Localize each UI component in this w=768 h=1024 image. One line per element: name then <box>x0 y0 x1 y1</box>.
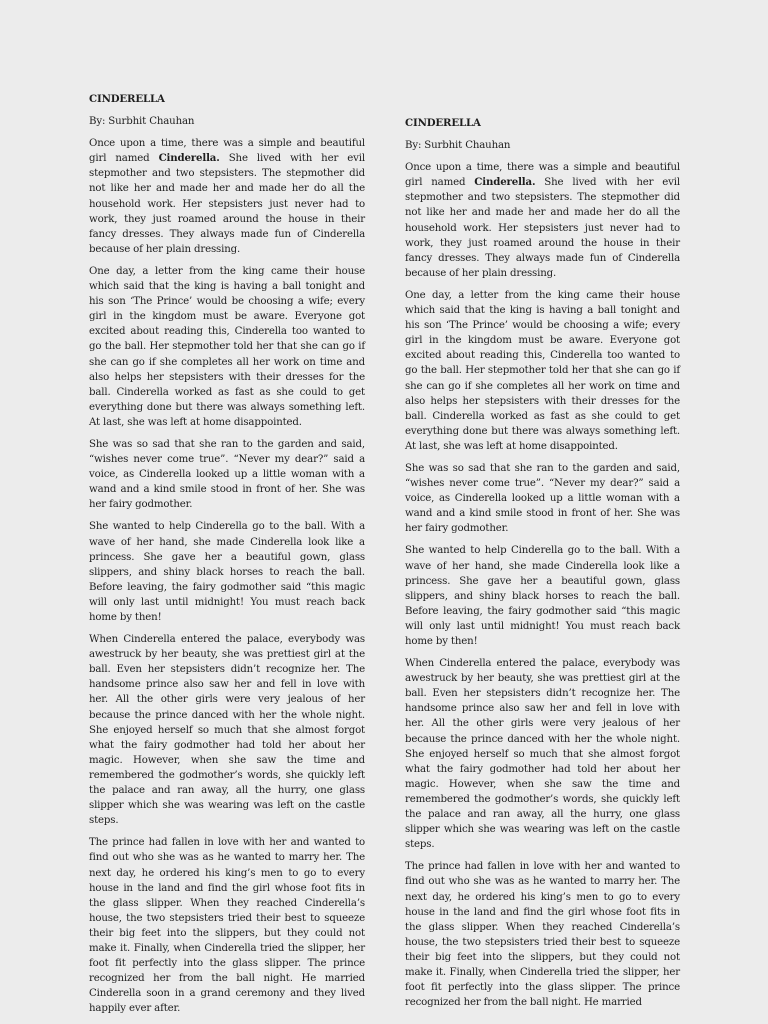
story-title: CINDERELLA <box>405 117 481 129</box>
story-paragraph: One day, a letter from the king came their house which said that the king is having a ball tonight and his son ‘The Prince’ would be choosing a wife; every girl in the kingdom must be aware. Everyone got excited about reading this, Cinderella too wanted to go the ball. Her stepmother told her that she can go if she can go if she completes all her work on time and also helps her stepsisters with their dresses for the ball. Cinderella worked as fast as she could to get everything done but there was always something left. At last, she was left at home disappointed. <box>89 265 365 428</box>
story-byline: By: Surbhit Chauhan <box>89 116 195 128</box>
story-byline: By: Surbhit Chauhan <box>405 140 511 152</box>
bold-name: Cinderella. <box>158 152 220 165</box>
paragraph-text: Once upon a time, there was a simple and beautiful girl named <box>405 162 680 189</box>
paragraph-text: She lived with her evil stepmother and two stepsisters. The stepmother did not like her and made her and made her do all the household work. Her stepsisters just never had to work, they just roamed around the house in their fancy dresses. They always made fun of Cinderella because of her plain dressing. <box>89 153 365 255</box>
paragraph-text: Once upon a time, there was a simple and beautiful girl named <box>89 138 365 165</box>
story-paragraph: The prince had fallen in love with her and wanted to find out who she was as he wanted to marry her. The next day, he ordered his king’s men to go to every house in the land and find the girl whose foot fits in the glass slipper. When they reached Cinderella’s house, the two stepsisters tried their best to squeeze their big feet into the slippers, but they could not make it. Finally, when Cinderella tried the slipper, her foot fit perfectly into the glass slipper. The prince recognized her from the ball night. He married Cinderella soon in a grand ceremony and they lived happily ever after. <box>89 837 365 1015</box>
story-paragraph <box>89 136 365 257</box>
story-paragraph: When Cinderella entered the palace, everybody was awestruck by her beauty, she was prettiest girl at the ball. Even her stepsisters didn’t recognize her. The handsome prince also saw her and fell in love with her. All the other girls were very jealous of her because the prince danced with her the whole night. She enjoyed herself so much that she almost forgot what the fairy godmother had told her about her magic. However, when she saw the time and remembered the godmother’s words, she quickly left the palace and ran away, all the hurry, one glass slipper which she was wearing was left on the castle steps. <box>89 634 365 827</box>
left-column <box>89 92 365 1023</box>
story-paragraph: She was so sad that she ran to the garden and said, “wishes never come true”. “Never my dear?” said a voice, as Cinderella looked up a little woman with a wand and a kind smile stood in front of her. She was her fairy godmother. <box>89 438 365 511</box>
story-title: CINDERELLA <box>89 93 165 105</box>
story-paragraph: She wanted to help Cinderella go to the ball. With a wave of her hand, she made Cinderella look like a princess. She gave her a beautiful gown, glass slippers, and shiny black horses to reach the ball. Before leaving, the fairy godmother said “this magic will only last until midnight! You must reach back home by then! <box>89 521 365 623</box>
story-paragraph: The prince had fallen in love with her and wanted to find out who she was as he wanted to marry her. The next day, he ordered his king’s men to go to every house in the land and find the girl whose foot fits in the glass slipper. When they reached Cinderella’s house, the two stepsisters tried their best to squeeze their big feet into the slippers, but they could not make it. Finally, when Cinderella tried the slipper, her foot fit perfectly into the glass slipper. The prince recognized her from the ball night. He married <box>405 861 680 1009</box>
story-paragraph <box>405 160 680 281</box>
bold-name: Cinderella. <box>474 176 536 189</box>
paragraph-text: She lived with her evil stepmother and two stepsisters. The stepmother did not like her and made her and made her do all the household work. Her stepsisters just never had to work, they just roamed around the house in their fancy dresses. They always made fun of Cinderella because of her plain dressing. <box>405 177 680 279</box>
story-paragraph: When Cinderella entered the palace, everybody was awestruck by her beauty, she was prettiest girl at the ball. Even her stepsisters didn’t recognize her. The handsome prince also saw her and fell in love with her. All the other girls were very jealous of her because the prince danced with her the whole night. She enjoyed herself so much that she almost forgot what the fairy godmother had told her about her magic. However, when she saw the time and remembered the godmother’s words, she quickly left the palace and ran away, all the hurry, one glass slipper which she was wearing was left on the castle steps. <box>405 658 680 851</box>
story-paragraph: One day, a letter from the king came their house which said that the king is having a ball tonight and his son ‘The Prince’ would be choosing a wife; every girl in the kingdom must be aware. Everyone got excited about reading this, Cinderella too wanted to go the ball. Her stepmother told her that she can go if she can go if she completes all her work on time and also helps her stepsisters with their dresses for the ball. Cinderella worked as fast as she could to get everything done but there was always something left. At last, she was left at home disappointed. <box>405 289 680 452</box>
story-paragraph: She was so sad that she ran to the garden and said, “wishes never come true”. “Never my dear?” said a voice, as Cinderella looked up a little woman with a wand and a kind smile stood in front of her. She was her fairy godmother. <box>405 462 680 535</box>
right-column <box>405 116 680 1017</box>
story-paragraph: She wanted to help Cinderella go to the ball. With a wave of her hand, she made Cinderella look like a princess. She gave her a beautiful gown, glass slippers, and shiny black horses to reach the ball. Before leaving, the fairy godmother said “this magic will only last until midnight! You must reach back home by then! <box>405 545 680 647</box>
